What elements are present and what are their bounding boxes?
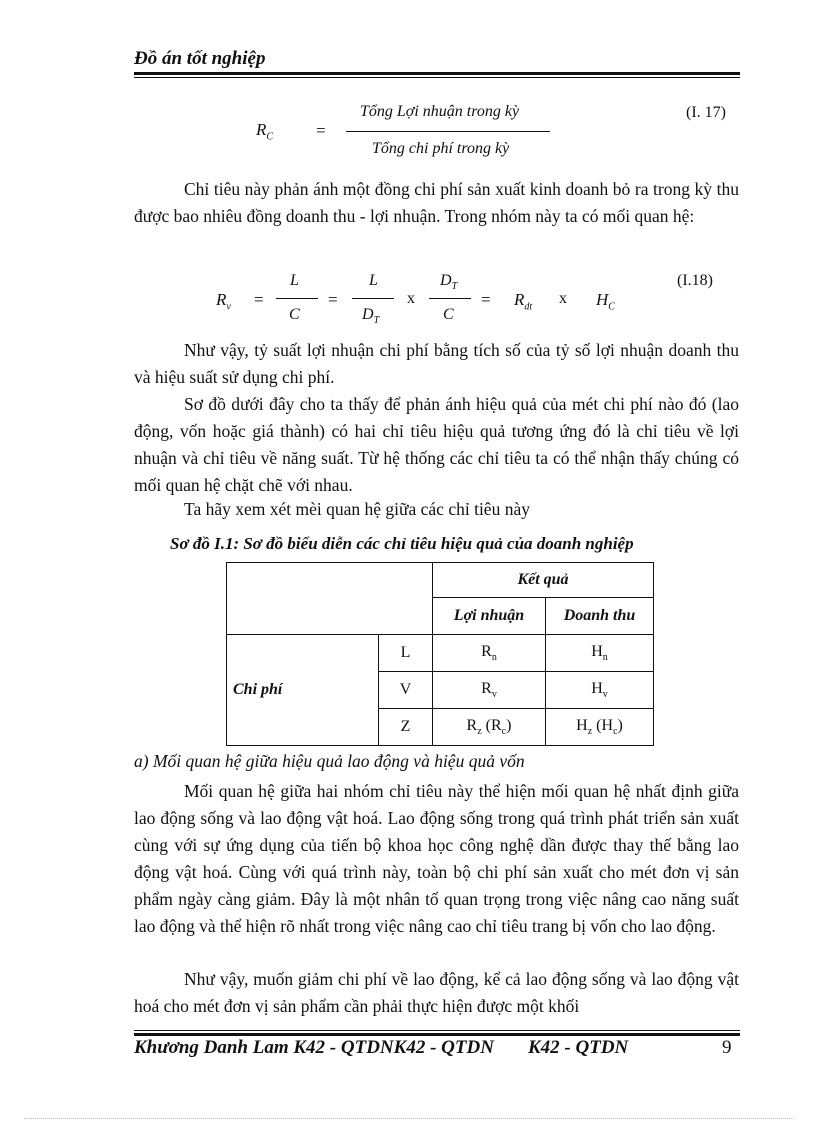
paragraph-1: Chỉ tiêu này phản ánh một đồng chi phí sản xuất kinh doanh bỏ ra trong kỳ thu được bao nhiêu đồng doanh thu - lợi nhuận. Trong nhóm này ta có mối quan hệ:: [134, 179, 739, 226]
formula-i17-fraction-line: [346, 131, 550, 132]
formula-i18-times-2: x: [559, 290, 567, 307]
paragraph-4: Ta hãy xem xét mèi quan hệ giữa các chỉ tiêu này: [184, 499, 530, 519]
row-code: Z: [379, 709, 433, 746]
cell-profit: $R_v$: [433, 672, 546, 709]
formula-i18-eq2: =: [328, 290, 338, 309]
col-profit-header: Lợi nhuận: [433, 598, 546, 635]
formula-i18-f1-line: [276, 298, 318, 299]
formula-i17-denominator: Tổng chi phí trong kỳ: [372, 140, 510, 157]
cell-revenue: $H_z$ $(H_c)$: [546, 709, 654, 746]
footer-author: Khương Danh Lam K42 - QTDNK42 - QTDN: [134, 1037, 494, 1058]
formula-i18-lhs: $R_v$: [216, 290, 231, 313]
formula-i18-f3-den: C: [443, 306, 454, 323]
diagram-caption: Sơ đồ I.1: Sơ đồ biểu diễn các chỉ tiêu hiệu quả của doanh nghiệp: [170, 534, 634, 553]
formula-i18-f2-line: [352, 298, 394, 299]
formula-i17-number: (I. 17): [686, 104, 726, 121]
efficiency-table: [226, 562, 654, 746]
paragraph-3: Sơ đồ dưới đây cho ta thấy để phản ánh hiệu quả của mét chi phí nào đó (lao động, vốn hoặc giá thành) có hai chỉ tiêu hiệu quả tương ứng đó là chỉ tiêu về lợi nhuận và chỉ tiêu về năng suất. Từ hệ thống các chỉ tiêu ta có thể nhận thấy chúng có mối quan hệ chặt chẽ với nhau.: [134, 394, 739, 495]
formula-i18-f1-den: C: [289, 306, 300, 323]
formula-i17-numerator: Tổng Lợi nhuận trong kỳ: [360, 103, 520, 120]
cell-revenue: $H_n$: [546, 635, 654, 672]
formula-i18-hc: $H_C$: [596, 290, 615, 313]
formula-i18-rdt: $R_{dt}$: [514, 290, 533, 313]
footer-rule-thin: [134, 1030, 740, 1031]
cell-revenue: $H_v$: [546, 672, 654, 709]
header-title: Đồ án tốt nghiệp: [134, 48, 266, 69]
footer-class: K42 - QTDN: [528, 1037, 629, 1058]
formula-i17-equals: =: [316, 121, 326, 140]
cell-profit: $R_n$: [433, 635, 546, 672]
table-row: [227, 635, 654, 672]
formula-i18-f1-num: L: [290, 272, 299, 289]
row-code: L: [379, 635, 433, 672]
paragraph-5: Mối quan hệ giữa hai nhóm chỉ tiêu này thể hiện mối quan hệ nhất định giữa lao động sống và lao động vật hoá. Lao động sống trong quá trình phát triển sản xuất cùng với sự ứng dụng của tiến bộ khoa học công nghệ dần được thay thế bằng lao động vật hoá. Cùng với quá trình này, toàn bộ chi phí sản xuất cho mét đơn vị sản phẩm ngày càng giảm. Đây là một nhân tố quan trọng trong việc nâng cao năng suất lao động và thể hiện rõ nhất trong việc nâng cao chỉ tiêu trang bị vốn cho lao động.: [134, 781, 739, 936]
formula-i18-eq1: =: [254, 290, 264, 309]
col-revenue-header: Doanh thu: [546, 598, 654, 635]
row-group-label: Chi phí: [227, 635, 379, 746]
section-a-heading: a) Mối quan hệ giữa hiệu quả lao động và hiệu quả vốn: [134, 751, 525, 771]
formula-i18-number: (I.18): [677, 272, 713, 289]
formula-i18-times-1: x: [407, 290, 415, 307]
paragraph-2: Như vậy, tỷ suất lợi nhuận chi phí bằng tích số của tỷ số lợi nhuận doanh thu và hiệu suất sử dụng chi phí.: [134, 340, 739, 387]
table-header-row: [227, 563, 654, 598]
row-code: V: [379, 672, 433, 709]
table-empty-corner: [227, 563, 433, 635]
paragraph-6: Như vậy, muốn giảm chi phí về lao động, kể cả lao động sống và lao động vật hoá cho mét đơn vị sản phẩm cần phải thực hiện được một khối: [134, 969, 739, 1016]
header-rule-thin: [134, 77, 740, 78]
page-bottom-dotted-line: [24, 1118, 794, 1119]
footer-rule-thick: [134, 1033, 740, 1036]
formula-i18-f3-line: [429, 298, 471, 299]
formula-i18-f3-num: $D_T$: [440, 272, 458, 293]
header-rule-thick: [134, 72, 740, 75]
formula-i18-f2-den: $D_T$: [362, 306, 380, 327]
formula-i18-f2-num: L: [369, 272, 378, 289]
result-header: Kết quả: [433, 563, 654, 598]
cell-profit: $R_z$ $(R_c)$: [433, 709, 546, 746]
formula-i17-lhs: $R_C$: [256, 120, 274, 143]
formula-i18-eq3: =: [481, 290, 491, 309]
page-number: 9: [722, 1037, 732, 1058]
